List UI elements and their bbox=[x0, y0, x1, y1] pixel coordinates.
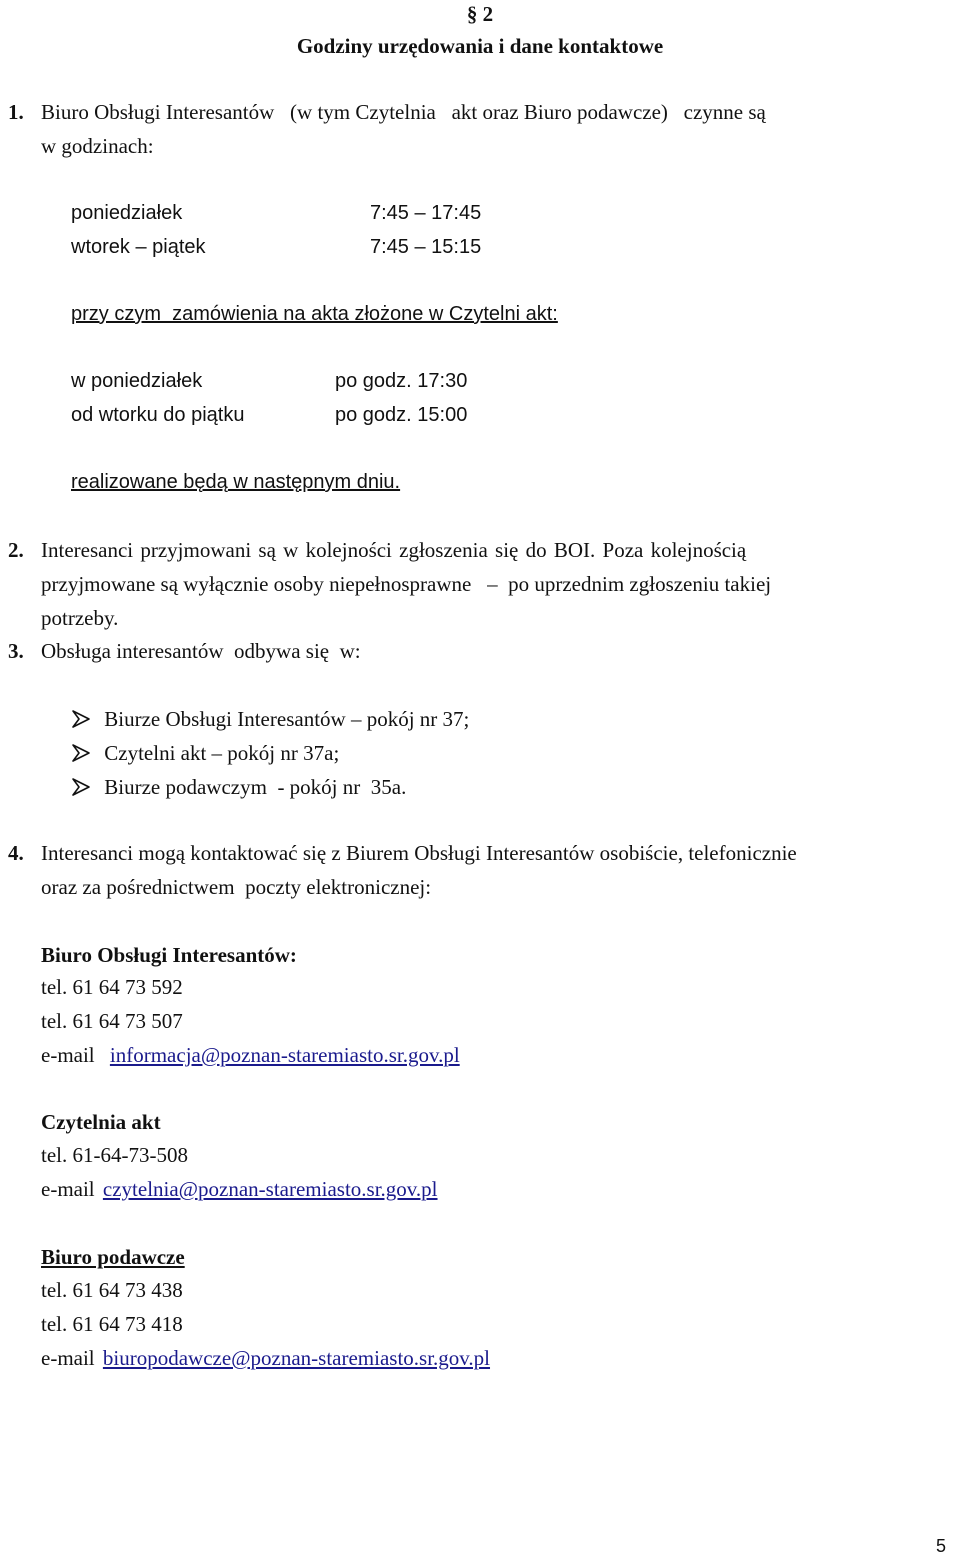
orders-outro: realizowane będą w następnym dniu. bbox=[71, 471, 401, 493]
orders-day-tue-fri: od wtorku do piątku bbox=[71, 404, 245, 426]
paragraph-4-line-2: oraz za pośrednictwem poczty elektronicznej: bbox=[41, 875, 432, 899]
arrow-bullet-icon bbox=[71, 743, 91, 763]
page-title: Godziny urzędowania i dane kontaktowe bbox=[296, 34, 664, 58]
contact-email-row-podawcze bbox=[41, 1341, 490, 1375]
hours-time-tue-fri: 7:45 – 15:15 bbox=[370, 236, 482, 258]
list-item bbox=[71, 702, 469, 736]
paragraph-2-line-1: Interesanci przyjmowani są w kolejności zgłoszenia się do BOI. Poza kolejnością bbox=[41, 538, 747, 562]
contact-heading-podawcze: Biuro podawcze bbox=[41, 1245, 185, 1269]
paragraph-1-number: 1. bbox=[8, 100, 24, 124]
orders-time-monday: po godz. 17:30 bbox=[335, 370, 468, 392]
arrow-bullet-icon bbox=[71, 777, 91, 797]
contact-tel-podawcze-2: tel. 61 64 73 418 bbox=[41, 1312, 183, 1336]
hours-time-monday: 7:45 – 17:45 bbox=[370, 202, 482, 224]
orders-day-monday: w poniedziałek bbox=[71, 370, 203, 392]
paragraph-1-line-1: Biuro Obsługi Interesantów (w tym Czytelnia akt oraz Biuro podawcze) czynne są bbox=[41, 100, 766, 124]
paragraph-2-line-3: potrzeby. bbox=[41, 606, 119, 630]
contact-tel-czytelnia: tel. 61-64-73-508 bbox=[41, 1143, 188, 1167]
contact-heading-boi: Biuro Obsługi Interesantów: bbox=[41, 943, 297, 967]
contact-email-row-czytelnia bbox=[41, 1172, 438, 1206]
paragraph-1-line-2: w godzinach: bbox=[41, 134, 154, 158]
paragraph-3-text: Obsługa interesantów odbywa się w: bbox=[41, 639, 361, 663]
email-link-podawcze[interactable]: biuropodawcze@poznan-staremiasto.sr.gov.pl bbox=[102, 1346, 491, 1370]
list-item bbox=[71, 770, 406, 804]
contact-tel-boi-1: tel. 61 64 73 592 bbox=[41, 975, 183, 999]
hours-day-tue-fri: wtorek – piątek bbox=[71, 236, 206, 258]
email-link-czytelnia[interactable]: czytelnia@poznan-staremiasto.sr.gov.pl bbox=[102, 1177, 438, 1201]
paragraph-2-line-2: przyjmowane są wyłącznie osoby niepełnosprawne – po uprzednim zgłoszeniu takiej bbox=[41, 572, 772, 596]
email-label: e-mail bbox=[41, 1043, 95, 1067]
email-label: e-mail bbox=[41, 1346, 95, 1370]
contact-email-row-boi bbox=[41, 1038, 460, 1072]
paragraph-4-line-1: Interesanci mogą kontaktować się z Biurem Obsługi Interesantów osobiście, telefonicznie bbox=[41, 841, 797, 865]
orders-time-tue-fri: po godz. 15:00 bbox=[335, 404, 468, 426]
page-number: 5 bbox=[936, 1536, 947, 1556]
paragraph-4-number: 4. bbox=[8, 841, 24, 865]
list-item-text: Biurze podawczym - pokój nr 35a. bbox=[104, 775, 407, 799]
email-link-boi[interactable]: informacja@poznan-staremiasto.sr.gov.pl bbox=[109, 1043, 460, 1067]
email-label: e-mail bbox=[41, 1177, 95, 1201]
section-number: § 2 bbox=[466, 2, 494, 26]
contact-tel-boi-2: tel. 61 64 73 507 bbox=[41, 1009, 183, 1033]
paragraph-3-number: 3. bbox=[8, 639, 24, 663]
list-item-text: Biurze Obsługi Interesantów – pokój nr 37; bbox=[104, 707, 470, 731]
list-item-text: Czytelni akt – pokój nr 37a; bbox=[104, 741, 340, 765]
arrow-bullet-icon bbox=[71, 709, 91, 729]
orders-intro: przy czym zamówienia na akta złożone w Czytelni akt: bbox=[71, 303, 558, 325]
contact-tel-podawcze-1: tel. 61 64 73 438 bbox=[41, 1278, 183, 1302]
hours-day-monday: poniedziałek bbox=[71, 202, 183, 224]
list-item bbox=[71, 736, 339, 770]
contact-heading-czytelnia: Czytelnia akt bbox=[41, 1110, 161, 1134]
paragraph-2-number: 2. bbox=[8, 538, 24, 562]
